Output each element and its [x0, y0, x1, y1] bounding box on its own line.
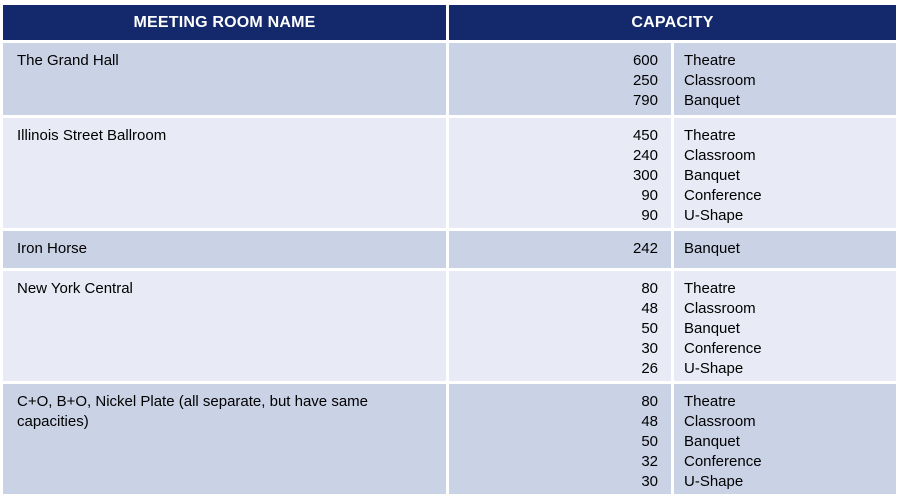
capacity-count: 32 [641, 453, 658, 470]
capacity-count: 300 [632, 167, 658, 184]
capacity-divider [671, 231, 674, 268]
room-name: Illinois Street Ballroom [3, 118, 446, 228]
capacity-setup-type: Conference [684, 187, 762, 204]
capacity-divider [671, 384, 674, 494]
capacity-setup-type: U-Shape [684, 207, 744, 224]
room-capacity-cell [449, 384, 896, 494]
capacity-setup-type: Theatre [684, 52, 736, 69]
capacity-count: 90 [641, 187, 658, 204]
capacity-divider [671, 271, 674, 381]
capacity-divider [671, 43, 674, 115]
header-room-name: MEETING ROOM NAME [3, 5, 446, 40]
table-row [3, 271, 896, 381]
capacity-count: 790 [632, 92, 658, 109]
capacity-setup-type: Banquet [684, 167, 740, 184]
capacity-setup-type: Classroom [684, 300, 756, 317]
room-capacity-cell [449, 118, 896, 228]
capacity-setup-type: Banquet [684, 92, 740, 109]
table-header [3, 5, 896, 40]
meeting-room-table [3, 5, 896, 497]
capacity-count: 50 [641, 433, 658, 450]
capacity-setup-type: Theatre [684, 393, 736, 410]
capacity-count: 80 [641, 393, 658, 410]
capacity-setup-type: Banquet [684, 240, 740, 257]
capacity-count: 30 [641, 340, 658, 357]
capacity-count: 48 [641, 300, 658, 317]
header-capacity: CAPACITY [449, 5, 896, 40]
room-name: The Grand Hall [3, 43, 446, 115]
table-row [3, 384, 896, 494]
capacity-setup-type: Classroom [684, 72, 756, 89]
room-name: C+O, B+O, Nickel Plate (all separate, but have same capacities) [3, 384, 446, 494]
capacity-setup-type: Banquet [684, 320, 740, 337]
capacity-count: 80 [641, 280, 658, 297]
capacity-count: 242 [632, 240, 658, 257]
capacity-count: 48 [641, 413, 658, 430]
capacity-count: 26 [641, 360, 658, 377]
capacity-divider [671, 118, 674, 228]
capacity-setup-type: Conference [684, 340, 762, 357]
table-body [3, 43, 896, 494]
capacity-count: 50 [641, 320, 658, 337]
capacity-count: 600 [632, 52, 658, 69]
capacity-setup-type: Classroom [684, 147, 756, 164]
capacity-setup-type: Theatre [684, 127, 736, 144]
room-capacity-cell [449, 43, 896, 115]
capacity-setup-type: U-Shape [684, 360, 744, 377]
room-name: New York Central [3, 271, 446, 381]
capacity-setup-type: Classroom [684, 413, 756, 430]
table-row [3, 118, 896, 228]
capacity-setup-type: U-Shape [684, 473, 744, 490]
capacity-count: 450 [632, 127, 658, 144]
capacity-count: 240 [632, 147, 658, 164]
room-name: Iron Horse [3, 231, 446, 268]
capacity-count: 30 [641, 473, 658, 490]
capacity-setup-type: Banquet [684, 433, 740, 450]
capacity-count: 90 [641, 207, 658, 224]
room-capacity-cell [449, 271, 896, 381]
capacity-count: 250 [632, 72, 658, 89]
table-row [3, 231, 896, 268]
room-capacity-cell [449, 231, 896, 268]
table-row [3, 43, 896, 115]
capacity-setup-type: Theatre [684, 280, 736, 297]
capacity-setup-type: Conference [684, 453, 762, 470]
